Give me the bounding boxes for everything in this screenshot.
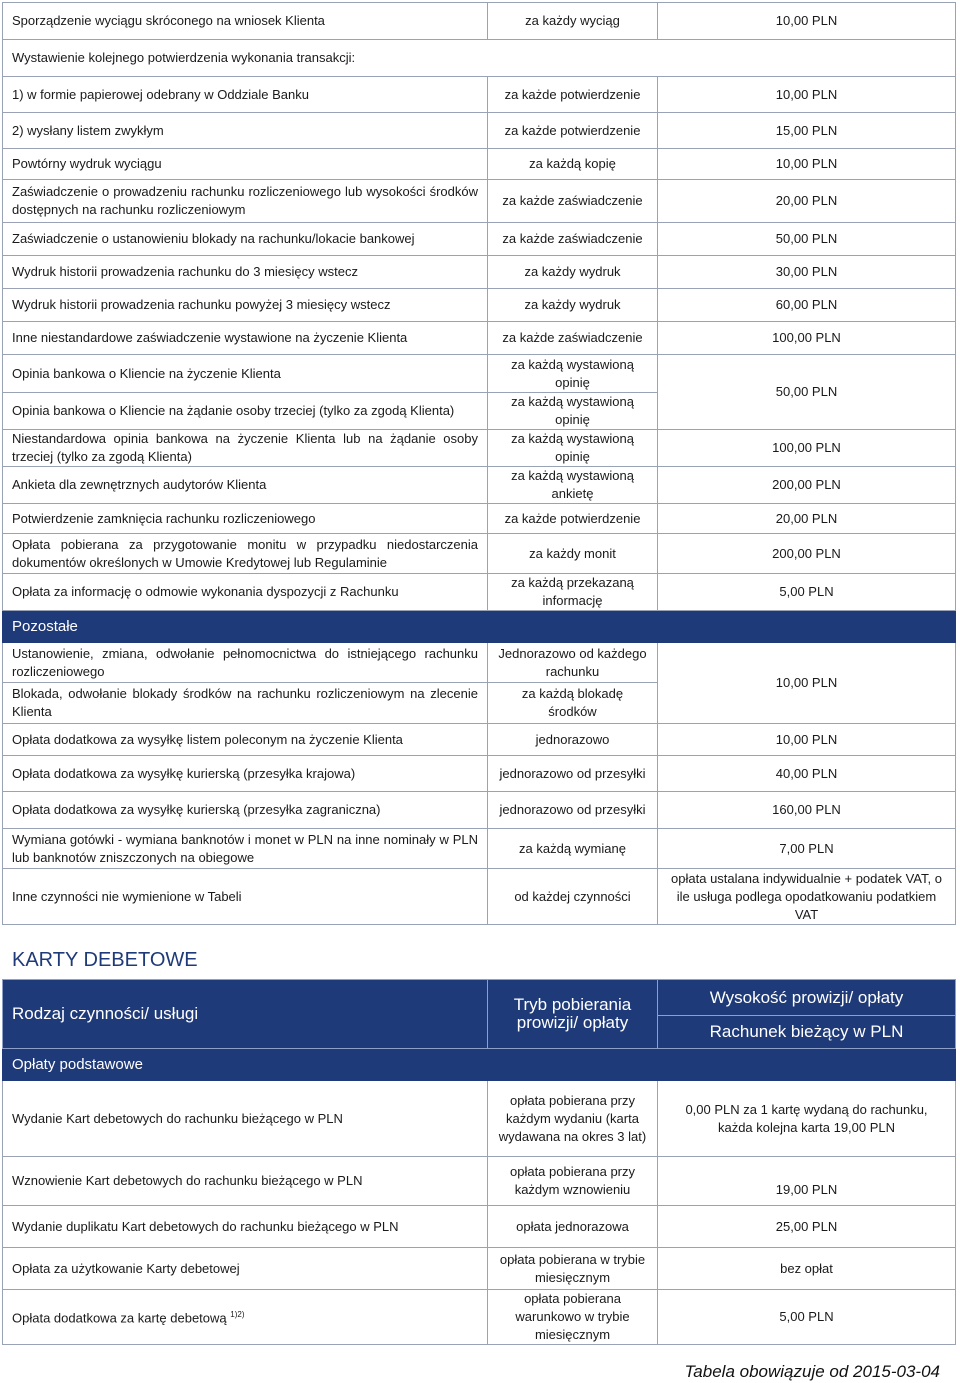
- row-mode: za każde potwierdzenie: [488, 77, 658, 113]
- row-mode: opłata pobierana warunkowo w trybie miesięcznym: [488, 1290, 658, 1345]
- table-row: [3, 430, 956, 467]
- footnote-marker: 1)2): [230, 1310, 245, 1320]
- row-name: Opłata za informację o odmowie wykonania dyspozycji z Rachunku: [3, 574, 488, 611]
- row-mode: za każdą wystawioną opinię: [488, 355, 658, 393]
- row-name: Inne niestandardowe zaświadczenie wystawione na życzenie Klienta: [3, 322, 488, 355]
- row-name: 1) w formie papierowej odebrany w Oddziale Banku: [3, 77, 488, 113]
- row-mode: opłata jednorazowa: [488, 1206, 658, 1248]
- header-account: Rachunek bieżący w PLN: [658, 1016, 956, 1049]
- table-row: [3, 3, 956, 40]
- table-row: [3, 77, 956, 113]
- table-row: [3, 1206, 956, 1248]
- table-row: [3, 574, 956, 611]
- row-name-cell: [3, 1290, 488, 1345]
- row-mode: za każdy monit: [488, 534, 658, 574]
- table-row: [3, 724, 956, 756]
- table-row: [3, 40, 956, 77]
- header-activity: Rodzaj czynności/ usługi: [3, 980, 488, 1049]
- table-row: [3, 223, 956, 256]
- row-mode: za każdą wymianę: [488, 829, 658, 869]
- row-price: 10,00 PLN: [658, 643, 956, 724]
- row-name: Blokada, odwołanie blokady środków na rachunku rozliczeniowym na zlecenie Klienta: [3, 683, 488, 724]
- cards-table: [2, 979, 956, 1345]
- row-price: 7,00 PLN: [658, 829, 956, 869]
- row-price: 5,00 PLN: [658, 574, 956, 611]
- row-name: Opłata pobierana za przygotowanie monitu w przypadku niedostarczenia dokumentów określonych w Umowie Kredytowej lub Regulaminie: [3, 534, 488, 574]
- row-mode: za każdą wystawioną ankietę: [488, 467, 658, 504]
- table-row: [3, 1290, 956, 1345]
- row-mode: za każde zaświadczenie: [488, 322, 658, 355]
- table-row: [3, 322, 956, 355]
- row-name: Zaświadczenie o prowadzeniu rachunku rozliczeniowego lub wysokości środków dostępnych na rachunku rozliczeniowym: [3, 180, 488, 223]
- table-row: [3, 792, 956, 829]
- row-name: Inne czynności nie wymienione w Tabeli: [3, 869, 488, 925]
- row-name: 2) wysłany listem zwykłym: [3, 113, 488, 149]
- row-name: Opinia bankowa o Kliencie na życzenie Klienta: [3, 355, 488, 393]
- table-row: [3, 829, 956, 869]
- row-mode: Jednorazowo od każdego rachunku: [488, 643, 658, 683]
- row-name: Niestandardowa opinia bankowa na życzenie Klienta lub na żądanie osoby trzeciej (tylko za zgodą Klienta): [3, 430, 488, 467]
- row-name: Sporządzenie wyciągu skróconego na wniosek Klienta: [3, 3, 488, 40]
- row-name: Opłata dodatkowa za kartę debetową: [12, 1310, 227, 1326]
- section-header-row: [3, 611, 956, 643]
- table-row: [3, 289, 956, 322]
- row-name: Wymiana gotówki - wymiana banknotów i monet w PLN na inne nominały w PLN lub banknotów zniszczonych na obiegowe: [3, 829, 488, 869]
- row-price: 10,00 PLN: [658, 724, 956, 756]
- row-price: 160,00 PLN: [658, 792, 956, 829]
- row-name: Potwierdzenie zamknięcia rachunku rozliczeniowego: [3, 504, 488, 534]
- table-row: [3, 534, 956, 574]
- row-price: 50,00 PLN: [658, 355, 956, 430]
- table-row: [3, 149, 956, 180]
- fees-table: [2, 2, 956, 925]
- row-price: 5,00 PLN: [658, 1290, 956, 1345]
- row-mode: za każdą wystawioną opinię: [488, 393, 658, 430]
- table-row: [3, 504, 956, 534]
- table-row: [3, 467, 956, 504]
- table-row: [3, 113, 956, 149]
- row-name: Wydruk historii prowadzenia rachunku do 3 miesięcy wstecz: [3, 256, 488, 289]
- row-name: Wznowienie Kart debetowych do rachunku bieżącego w PLN: [3, 1157, 488, 1206]
- row-mode: opłata pobierana w trybie miesięcznym: [488, 1248, 658, 1290]
- row-price: 10,00 PLN: [658, 77, 956, 113]
- row-price: 40,00 PLN: [658, 756, 956, 792]
- table-row: [3, 1081, 956, 1157]
- row-name: Powtórny wydruk wyciągu: [3, 149, 488, 180]
- row-name: Opłata dodatkowa za wysyłkę kurierską (przesyłka zagraniczna): [3, 792, 488, 829]
- table-row: [3, 1248, 956, 1290]
- row-mode: jednorazowo: [488, 724, 658, 756]
- row-name: Wydanie duplikatu Kart debetowych do rachunku bieżącego w PLN: [3, 1206, 488, 1248]
- row-price: 100,00 PLN: [658, 322, 956, 355]
- row-name: Wydanie Kart debetowych do rachunku bieżącego w PLN: [3, 1081, 488, 1157]
- row-name: Ustanowienie, zmiana, odwołanie pełnomocnictwa do istniejącego rachunku rozliczeniowego: [3, 643, 488, 683]
- row-mode: jednorazowo od przesyłki: [488, 792, 658, 829]
- header-amount: Wysokość prowizji/ opłaty: [658, 980, 956, 1016]
- header-row: [3, 980, 956, 1016]
- table-row: [3, 756, 956, 792]
- row-price: 20,00 PLN: [658, 504, 956, 534]
- row-price: 25,00 PLN: [658, 1206, 956, 1248]
- row-name: Wystawienie kolejnego potwierdzenia wykonania transakcji:: [3, 40, 956, 77]
- row-price: 0,00 PLN za 1 kartę wydaną do rachunku, każda kolejna karta 19,00 PLN: [658, 1081, 956, 1157]
- row-mode: za każde potwierdzenie: [488, 504, 658, 534]
- row-name: Ankieta dla zewnętrznych audytorów Klienta: [3, 467, 488, 504]
- row-price: 200,00 PLN: [658, 467, 956, 504]
- row-name: Opłata za użytkowanie Karty debetowej: [3, 1248, 488, 1290]
- footer-validity-note: Tabela obowiązuje od 2015-03-04: [684, 1362, 940, 1381]
- row-price: 10,00 PLN: [658, 149, 956, 180]
- row-mode: za każde zaświadczenie: [488, 180, 658, 223]
- table-row: [3, 355, 956, 393]
- section-other-label: Pozostałe: [3, 611, 956, 643]
- table-row: [3, 180, 956, 223]
- row-mode: za każdy wydruk: [488, 289, 658, 322]
- row-mode: za każdy wyciąg: [488, 3, 658, 40]
- row-mode: opłata pobierana przy każdym wznowieniu: [488, 1157, 658, 1206]
- cards-section-title: KARTY DEBETOWE: [12, 949, 198, 971]
- row-mode: od każdej czynności: [488, 869, 658, 925]
- row-mode: za każdą przekazaną informację: [488, 574, 658, 611]
- row-mode: za każdą blokadę środków: [488, 683, 658, 724]
- row-name: Opłata dodatkowa za wysyłkę listem poleconym na życzenie Klienta: [3, 724, 488, 756]
- row-name: Opinia bankowa o Kliencie na żądanie osoby trzeciej (tylko za zgodą Klienta): [3, 393, 488, 430]
- section-header-row: [3, 1049, 956, 1081]
- row-name: Wydruk historii prowadzenia rachunku powyżej 3 miesięcy wstecz: [3, 289, 488, 322]
- row-price: 20,00 PLN: [658, 180, 956, 223]
- row-mode: za każdą kopię: [488, 149, 658, 180]
- row-price: 200,00 PLN: [658, 534, 956, 574]
- row-price: 15,00 PLN: [658, 113, 956, 149]
- row-price: 19,00 PLN: [658, 1157, 956, 1206]
- row-name: Opłata dodatkowa za wysyłkę kurierską (przesyłka krajowa): [3, 756, 488, 792]
- table-row: [3, 869, 956, 925]
- row-mode: opłata pobierana przy każdym wydaniu (karta wydawana na okres 3 lat): [488, 1081, 658, 1157]
- row-price: 100,00 PLN: [658, 430, 956, 467]
- row-price: 30,00 PLN: [658, 256, 956, 289]
- header-mode: Tryb pobierania prowizji/ opłaty: [488, 980, 658, 1049]
- table-row: [3, 256, 956, 289]
- table-row: [3, 643, 956, 683]
- section-basic-label: Opłaty podstawowe: [3, 1049, 956, 1081]
- row-mode: jednorazowo od przesyłki: [488, 756, 658, 792]
- row-mode: za każde zaświadczenie: [488, 223, 658, 256]
- table-row: [3, 1157, 956, 1206]
- row-mode: za każdą wystawioną opinię: [488, 430, 658, 467]
- row-price: 50,00 PLN: [658, 223, 956, 256]
- row-mode: za każde potwierdzenie: [488, 113, 658, 149]
- row-price: opłata ustalana indywidualnie + podatek VAT, o ile usługa podlega opodatkowaniu podatkiem VAT: [658, 869, 956, 925]
- row-name: Zaświadczenie o ustanowieniu blokady na rachunku/lokacie bankowej: [3, 223, 488, 256]
- row-price: 10,00 PLN: [658, 3, 956, 40]
- row-mode: za każdy wydruk: [488, 256, 658, 289]
- row-price: bez opłat: [658, 1248, 956, 1290]
- row-price: 60,00 PLN: [658, 289, 956, 322]
